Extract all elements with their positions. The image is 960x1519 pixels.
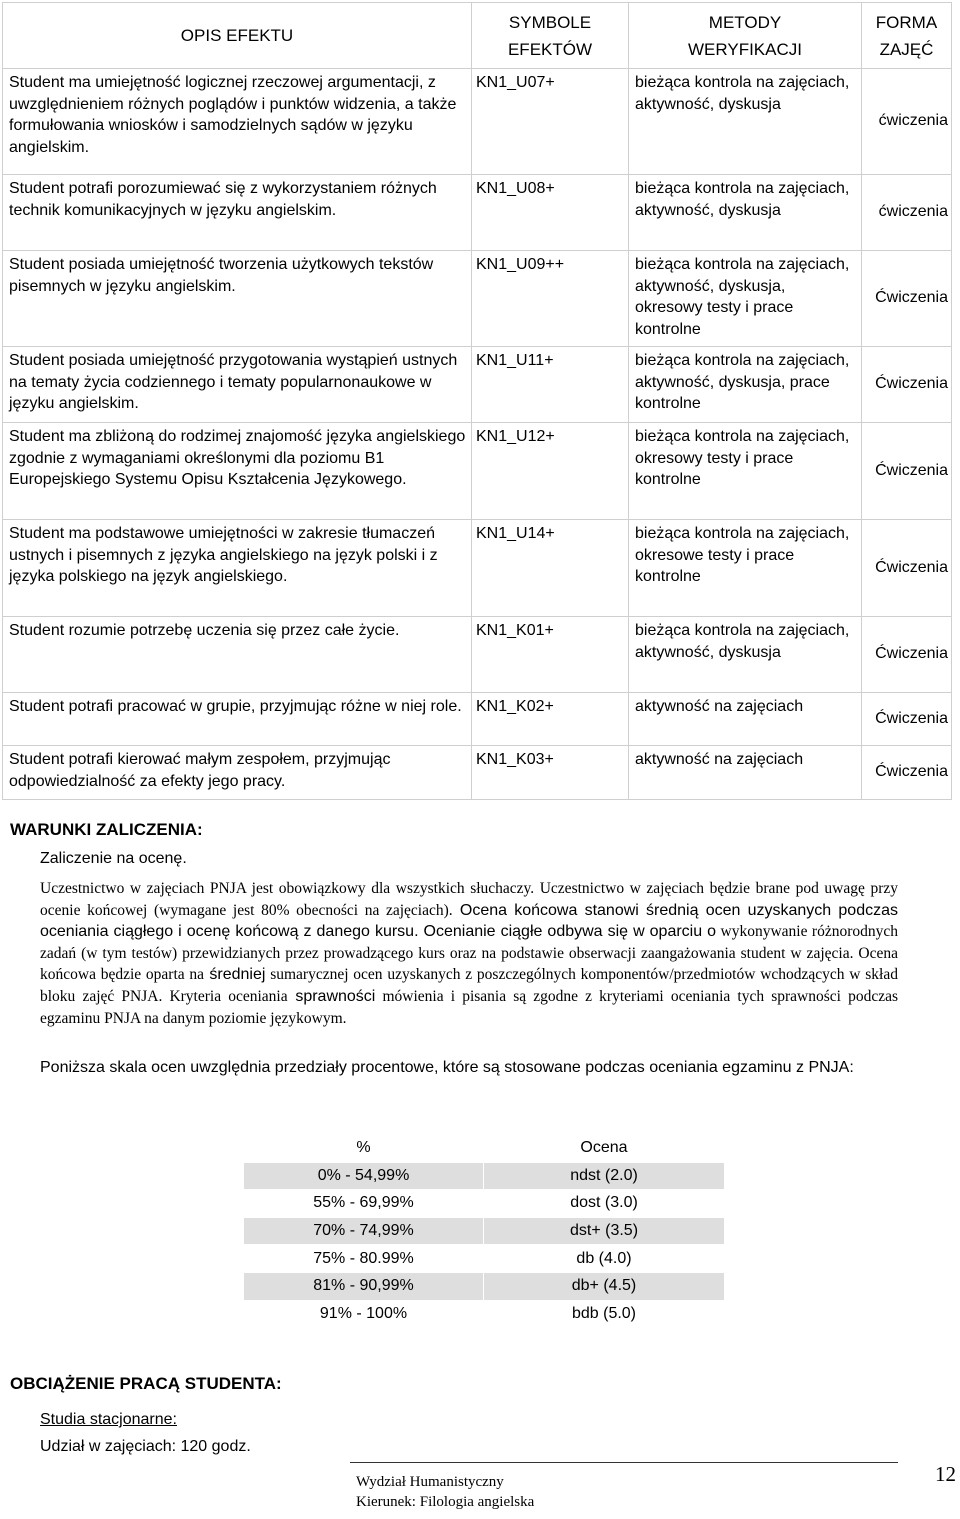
class-hours: Udział w zajęciach: 120 godz. [40,1438,251,1455]
class-form: Ćwiczenia [862,423,952,520]
paragraph-part: średniej [204,966,266,984]
table-row [3,423,952,520]
verification-method: bieżąca kontrola na zajęciach, aktywność, dyskusja [629,175,862,251]
outcome-description: Student ma zbliżoną do rodzimej znajomość języka angielskiego zgodnie z wymaganiami określonymi dla poziomu B1 Europejskiego Systemu Opisu Kształcenia Językowego. [3,423,472,520]
class-form: Ćwiczenia [862,251,952,347]
verification-method: bieżąca kontrola na zajęciach, aktywność, dyskusja [629,69,862,175]
grade-value: dst+ (3.5) [484,1217,725,1245]
grade-row [244,1162,725,1190]
class-form: Ćwiczenia [862,746,952,800]
outcome-description: Student posiada umiejętność tworzenia użytkowych tekstów pisemnych w języku angielskim. [3,251,472,347]
paragraph-part: wykonywanie różnorodnych zadań (w tym testów) przewidzianych przez prowadzącego kurs oraz na podstawie obserwacji zaangażowania student w zajęcia. Ocena końcowa będzie oparta na [40,923,898,984]
footer-faculty: Wydział Humanistyczny [356,1474,504,1490]
paragraph-part: mówienia i pisania są zgodne z kryteriami oceniania tych sprawności podczas egzaminu PNJA na danym poziomie językowym. [40,987,898,1027]
outcome-symbol: KN1_U12+ [472,423,629,520]
table-row [3,69,952,175]
class-form: ćwiczenia [862,175,952,251]
grade-percent: 0% - 54,99% [244,1162,484,1190]
verification-method: bieżąca kontrola na zajęciach, aktywność, dyskusja [629,617,862,693]
outcomes-table [2,2,952,800]
outcome-description: Student rozumie potrzebę uczenia się przez całe życie. [3,617,472,693]
header-symbols: SYMBOLE EFEKTÓW [472,3,629,69]
outcome-symbol: KN1_K01+ [472,617,629,693]
header-form: FORMA ZAJĘĆ [862,3,952,69]
table-row [3,251,952,347]
grade-percent: 55% - 69,99% [244,1190,484,1218]
class-form: Ćwiczenia [862,520,952,617]
paragraph-part: sprawności [287,987,376,1005]
verification-method: aktywność na zajęciach [629,746,862,800]
outcome-symbol: KN1_K03+ [472,746,629,800]
table-row [3,347,952,423]
grade-header-percent: % [244,1135,484,1163]
outcome-description: Student potrafi kierować małym zespołem, przyjmując odpowiedzialność za efekty jego pracy. [3,746,472,800]
outcome-symbol: KN1_U14+ [472,520,629,617]
class-form: ćwiczenia [862,69,952,175]
paragraph-part: Ocena końcowa stanowi średnią ocen uzyskanych podczas oceniania ciągłego i ocenę końcową z danego kursu. Ocenianie ciągłe odbywa się w oparciu o [40,901,898,941]
grade-header-grade: Ocena [484,1135,725,1163]
conditions-paragraph [40,878,898,1029]
outcome-symbol: KN1_U11+ [472,347,629,423]
verification-method: bieżąca kontrola na zajęciach, aktywność, dyskusja, okresowy testy i prace kontrolne [629,251,862,347]
footer-field: Kierunek: Filologia angielska [356,1494,535,1510]
paragraph-part: sumarycznej ocen uzyskanych z poszczególnych komponentów/przedmiotów wchodzących w skład bloku zajęć PNJA. Kryteria oceniania [40,966,898,1005]
grade-row [244,1300,725,1328]
grade-value: db (4.0) [484,1245,725,1273]
page-number: 12 [935,1462,956,1486]
header-methods: METODY WERYFIKACJI [629,3,862,69]
grade-percent: 70% - 74,99% [244,1217,484,1245]
grade-row [244,1190,725,1218]
grade-percent: 75% - 80.99% [244,1245,484,1273]
outcome-symbol: KN1_U08+ [472,175,629,251]
table-row [3,746,952,800]
outcome-description: Student potrafi pracować w grupie, przyjmując różne w niej role. [3,693,472,746]
workload-heading: OBCIĄŻENIE PRACĄ STUDENTA: [10,1374,282,1393]
table-row [3,617,952,693]
outcome-description: Student ma umiejętność logicznej rzeczowej argumentacji, z uwzględnieniem różnych poglądów i punktów widzenia, a także formułowania wniosków i samodzielnych sądów w języku angielskim. [3,69,472,175]
study-mode: Studia stacjonarne: [40,1411,177,1428]
class-form: Ćwiczenia [862,347,952,423]
grade-percent: 91% - 100% [244,1300,484,1328]
grade-header-row [244,1135,725,1163]
grade-row [244,1217,725,1245]
outcome-description: Student ma podstawowe umiejętności w zakresie tłumaczeń ustnych i pisemnych z języka angielskiego na język polski i z języka polskiego na język angielskiego. [3,520,472,617]
grade-percent: 81% - 90,99% [244,1272,484,1300]
outcome-symbol: KN1_U09++ [472,251,629,347]
grade-scale-table [243,1134,725,1328]
class-form: Ćwiczenia [862,693,952,746]
outcome-description: Student potrafi porozumiewać się z wykorzystaniem różnych technik komunikacyjnych w języku angielskim. [3,175,472,251]
grade-row [244,1245,725,1273]
header-description: OPIS EFEKTU [3,3,472,69]
verification-method: bieżąca kontrola na zajęciach, aktywność, dyskusja, prace kontrolne [629,347,862,423]
outcome-description: Student posiada umiejętność przygotowania wystąpień ustnych na tematy życia codziennego i tematy popularnonaukowe w języku angielskim. [3,347,472,423]
conditions-subheading: Zaliczenie na ocenę. [40,850,187,867]
outcome-symbol: KN1_K02+ [472,693,629,746]
verification-method: aktywność na zajęciach [629,693,862,746]
grade-value: bdb (5.0) [484,1300,725,1328]
table-row [3,693,952,746]
verification-method: bieżąca kontrola na zajęciach, okresowy testy i prace kontrolne [629,423,862,520]
grade-value: ndst (2.0) [484,1162,725,1190]
outcome-symbol: KN1_U07+ [472,69,629,175]
grade-value: db+ (4.5) [484,1272,725,1300]
table-row [3,175,952,251]
grade-scale-intro: Poniższa skala ocen uwzględnia przedziały procentowe, które są stosowane podczas oceniania egzaminu z PNJA: [40,1059,854,1076]
grade-value: dost (3.0) [484,1190,725,1218]
conditions-heading: WARUNKI ZALICZENIA: [10,820,203,839]
footer-divider [350,1462,898,1463]
paragraph-part: Uczestnictwo w zajęciach PNJA jest obowiązkowy dla wszystkich słuchaczy. Uczestnictwo w zajęciach będzie brane pod uwagę przy ocenie końcowej (wymagane jest 80% obecności na zajęciach). [40,880,898,919]
grade-row [244,1272,725,1300]
verification-method: bieżąca kontrola na zajęciach, okresowe testy i prace kontrolne [629,520,862,617]
class-form: Ćwiczenia [862,617,952,693]
table-row [3,520,952,617]
